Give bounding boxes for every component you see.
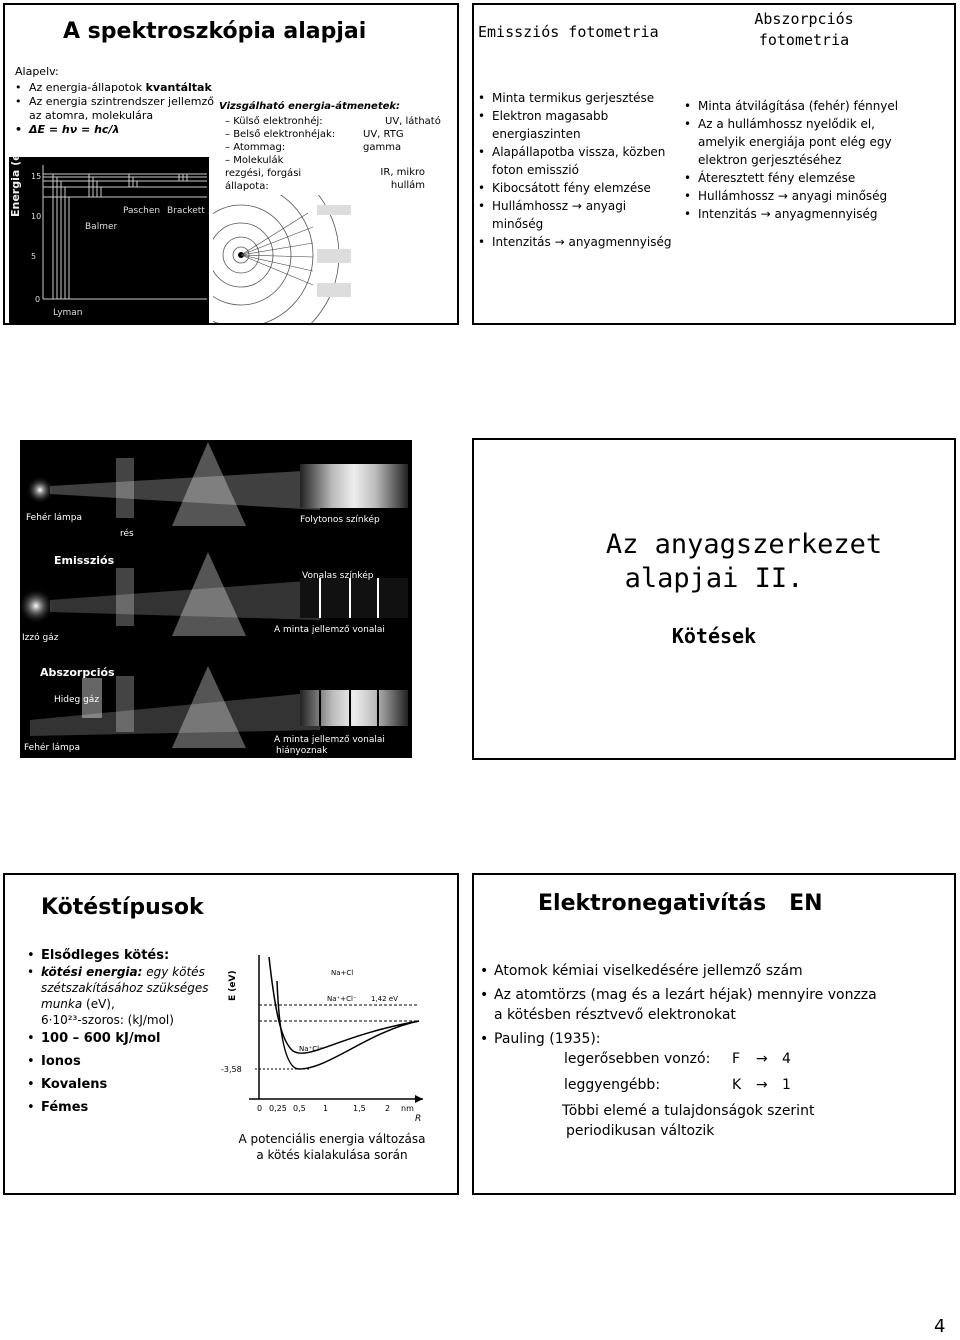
en-item: • Atomok kémiai viselkedésére jellemző szám	[480, 961, 880, 981]
energy-tick: 0	[35, 295, 41, 304]
slide-title	[474, 528, 954, 596]
graph-xunit: nm	[401, 1104, 414, 1113]
principle-item: • Az energia-állapotok kvantáltak	[15, 81, 215, 95]
series-label: Lyman	[53, 308, 83, 318]
slide-title: Elektronegativítás EN	[538, 891, 823, 916]
curve-label: Na+Cl	[331, 969, 354, 977]
pauling-value: 1	[782, 1077, 791, 1093]
absorption-item: • Intenzitás → anyagmennyiség	[684, 205, 902, 223]
transition-name: Külső elektronhéj:	[233, 116, 323, 127]
pauling-element: K	[732, 1077, 742, 1093]
slide-anyagszerkezet	[472, 438, 956, 760]
series-label: Paschen	[123, 206, 161, 216]
energy-axis-label: Energia (eV)	[9, 157, 22, 217]
pauling-value: 4	[782, 1051, 791, 1067]
arrow-icon: →	[756, 1077, 768, 1093]
transition-name: Belső elektronhéjak:	[233, 129, 336, 140]
rest-line: periodikusan változik	[566, 1123, 715, 1139]
bond-item: • Ionos	[27, 1054, 81, 1069]
slide-title: Kötéstípusok	[41, 895, 204, 920]
label-absorption: Abszorpciós	[40, 666, 115, 679]
slide-spektroszkopia	[3, 3, 459, 325]
label-emission: Emissziós	[54, 554, 115, 567]
label-white-lamp: Fehér lámpa	[24, 743, 81, 753]
graph-xtick: 2	[385, 1104, 391, 1113]
slide-kotestipusok	[3, 873, 459, 1195]
series-label: Balmer	[85, 222, 118, 232]
emission-item: • Kibocsátott fény elemzése	[478, 179, 678, 197]
graph-xtick: 1	[323, 1104, 329, 1113]
potential-energy-graph	[219, 951, 429, 1127]
transition-row: – Atommag: gamma	[225, 142, 402, 153]
emission-item: • Intenzitás → anyagmennyiség	[478, 233, 678, 251]
slide-fotometria	[472, 3, 956, 325]
title-line: alapjai II.	[624, 563, 804, 594]
page-number: 4	[934, 1316, 946, 1337]
bohr-model-diagram	[213, 195, 383, 323]
absorption-title: Abszorpciós fotometria	[754, 10, 854, 49]
transition-value: UV, látható	[385, 116, 441, 127]
absorption-spectrum	[300, 690, 408, 726]
graph-caption	[215, 1131, 449, 1163]
label-cold-gas: Hideg gáz	[54, 695, 100, 705]
line-spectrum	[300, 578, 408, 618]
bond-item: • Kovalens	[27, 1077, 108, 1092]
transition-value: UV, RTG	[363, 129, 404, 140]
energy-tick: 10	[31, 212, 42, 221]
emission-title: Emissziós fotometria	[478, 23, 659, 41]
label-white-lamp: Fehér lámpa	[26, 513, 83, 523]
energy-tick: 5	[31, 252, 37, 261]
absorption-item: • Hullámhossz → anyagi minőség	[684, 187, 902, 205]
bond-item: • kötési energia: egy kötés szétszakításához szükséges munka (eV), 6·10²³-szoros: (kJ/mol)	[27, 964, 227, 1028]
emission-item: • Hullámhossz → anyagi minőség	[478, 197, 678, 233]
curve-label: Na⁺Cl⁻	[299, 1045, 323, 1053]
energy-tick: 15	[31, 172, 42, 181]
principle-item: • ΔE = hν = hc/λ	[15, 123, 215, 137]
graph-ylabel: E (eV)	[228, 970, 238, 1001]
pauling-rest	[562, 1101, 814, 1141]
absorption-list	[684, 97, 902, 223]
label-sample-lines: A minta jellemző vonalai	[274, 625, 385, 635]
absorption-item: • Az a hullámhossz nyelődik el, amelyik energiája pont elég egy elektron gerjesztéséhez	[684, 115, 902, 169]
en-item: • Az atomtörzs (mag és a lezárt héjak) mennyire vonzza a kötésben résztvevő elektronokat	[480, 985, 880, 1025]
lyman-transitions	[53, 174, 69, 299]
pauling-row	[564, 1051, 791, 1067]
emission-item: • Elektron magasabb energiaszinten	[478, 107, 678, 143]
emission-list	[478, 89, 678, 251]
alapelv-label: Alapelv:	[15, 65, 59, 78]
transition-name: Molekulák rezgési, forgási állapota:	[225, 155, 302, 192]
transition-row: – Molekulák rezgési, forgási állapota: IR, mikro hullám	[225, 155, 425, 192]
label-continuous: Folytonos színkép	[300, 515, 380, 525]
rest-line: Többi elemé a tulajdonságok szerint	[562, 1103, 815, 1119]
label-line-spectrum: Vonalas színkép	[302, 571, 374, 581]
transition-row: – Külső elektronhéj: UV, látható	[225, 116, 441, 127]
graph-xtick: 0,25	[269, 1104, 287, 1113]
arrow-icon: →	[756, 1051, 768, 1067]
energy-level-diagram	[9, 157, 209, 323]
hot-gas-glow	[20, 588, 54, 624]
label-missing-lines-2: hiányoznak	[276, 746, 328, 756]
emission-item: • Alapállapotba vissza, közben foton emisszió	[478, 143, 678, 179]
graph-xtick: 0	[257, 1104, 263, 1113]
absorption-item: • Minta átvilágítása (fehér) fénnyel	[684, 97, 902, 115]
principle-list	[15, 81, 215, 137]
transition-row: – Belső elektronhéjak: UV, RTG	[225, 129, 404, 140]
spectra-figure	[20, 440, 412, 758]
graph-xtick: 0,5	[293, 1104, 306, 1113]
title-line: Az anyagszerkezet	[605, 529, 883, 560]
pauling-element: F	[732, 1051, 741, 1067]
transition-value: IR, mikro hullám	[380, 167, 425, 191]
bond-item: • 100 – 600 kJ/mol	[27, 1031, 161, 1046]
bond-list	[27, 947, 227, 1116]
slide-title: A spektroszkópia alapjai	[63, 19, 367, 44]
caption-line: A potenciális energia változása	[238, 1132, 426, 1146]
transitions-table	[225, 115, 441, 194]
label-missing-lines: A minta jellemző vonalai	[274, 735, 385, 745]
slide-subtitle: Kötések	[671, 624, 757, 648]
series-label: Brackett	[167, 206, 205, 216]
emission-item: • Minta termikus gerjesztése	[478, 89, 678, 107]
bond-item: • Elsődleges kötés:	[27, 948, 170, 963]
label-hot-gas: Izzó gáz	[22, 633, 59, 643]
energy-level-svg	[9, 157, 209, 323]
graph-xlabel: R	[415, 1114, 422, 1124]
transitions-title: Vizsgálható energia-átmenetek:	[219, 101, 401, 112]
pauling-row	[564, 1077, 791, 1093]
curve-label: Na⁺+Cl⁻	[327, 995, 357, 1003]
absorption-item: • Áteresztett fény elemzése	[684, 169, 902, 187]
pauling-label: leggyengébb:	[564, 1077, 661, 1093]
graph-ytick: -3,58	[221, 1065, 242, 1074]
principle-item: • Az energia szintrendszer jellemző az atomra, molekulára	[15, 95, 215, 123]
pauling-label: legerősebben vonzó:	[564, 1051, 711, 1067]
slide-elektronegativitas	[472, 873, 956, 1195]
continuous-spectrum	[300, 464, 408, 508]
bond-item: • Fémes	[27, 1100, 89, 1115]
bond-item-line: 6·10²³-szoros: (kJ/mol)	[41, 1013, 174, 1027]
en-item: • Pauling (1935):	[480, 1029, 880, 1049]
transition-name: Atommag:	[233, 142, 286, 153]
en-list	[480, 961, 880, 1049]
graph-xtick: 1,5	[353, 1104, 366, 1113]
curve-label: 1,42 eV	[371, 995, 398, 1003]
spectra-svg	[20, 440, 412, 758]
caption-line: a kötés kialakulása során	[256, 1148, 408, 1162]
label-slit: rés	[120, 529, 134, 539]
transition-value: gamma	[363, 142, 402, 153]
